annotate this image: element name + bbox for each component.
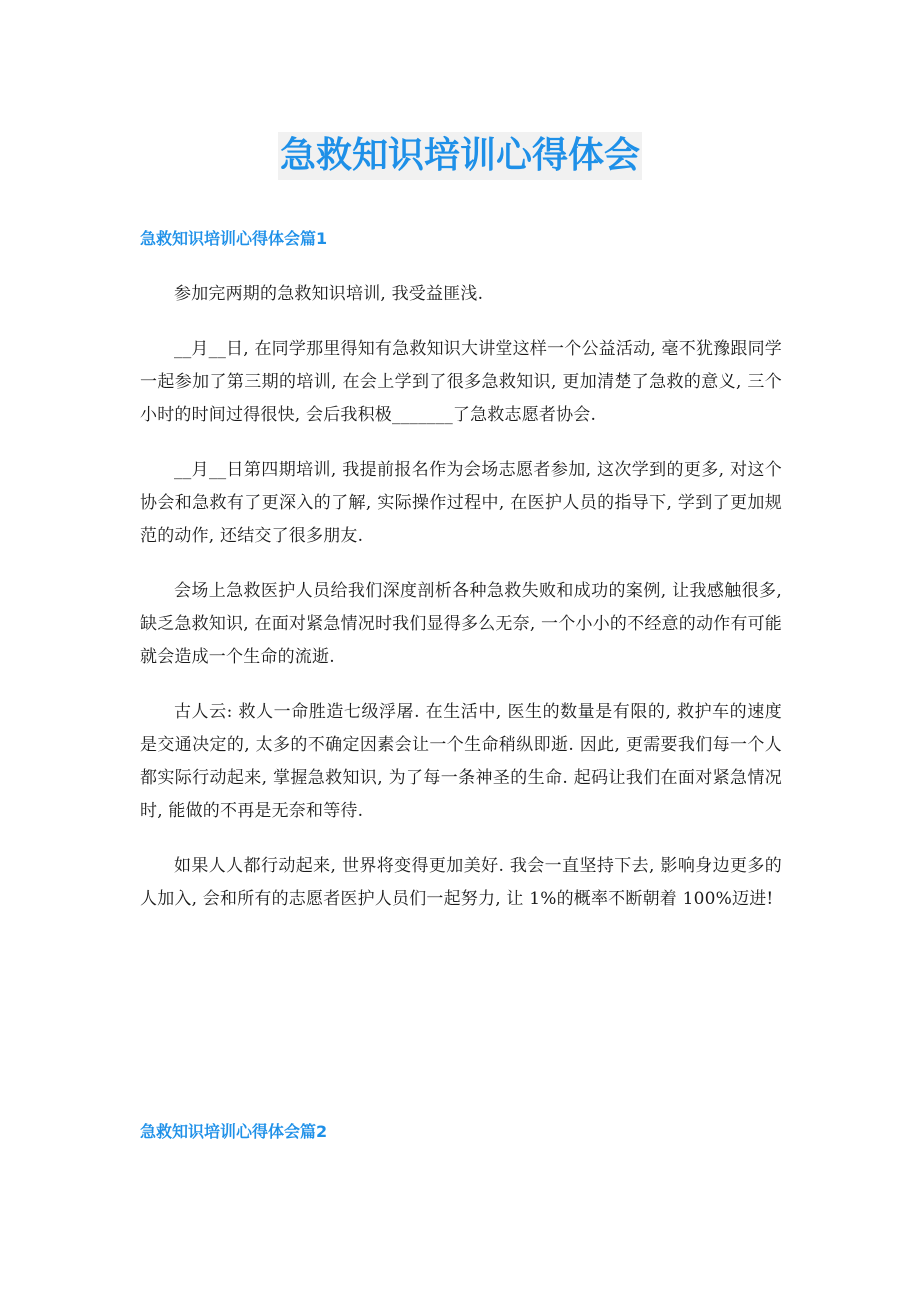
document-title: 急救知识培训心得体会 <box>278 132 642 180</box>
paragraph: 会场上急救医护人员给我们深度剖析各种急救失败和成功的案例, 让我感触很多, 缺乏急救知识, 在面对紧急情况时我们显得多么无奈, 一个小小的不经意的动作有可能就会造成一个生命的流逝. <box>140 581 782 667</box>
section-heading-1: 急救知识培训心得体会篇1 <box>140 229 328 248</box>
document-title-block <box>0 132 920 180</box>
paragraph: 如果人人都行动起来, 世界将变得更加美好. 我会一直坚持下去, 影响身边更多的人加入, 会和所有的志愿者医护人员们一起努力, 让 1%的概率不断朝着 100%迈进! <box>140 856 782 909</box>
paragraph: 参加完两期的急救知识培训, 我受益匪浅. <box>174 284 484 304</box>
section-heading-2: 急救知识培训心得体会篇2 <box>140 1122 328 1141</box>
paragraph: 古人云: 救人一命胜造七级浮屠. 在生活中, 医生的数量是有限的, 救护车的速度是交通决定的, 太多的不确定因素会让一个生命稍纵即逝. 因此, 更需要我们每一个人都实际行动起来, 掌握急救知识, 为了每一条神圣的生命. 起码让我们在面对紧急情况时, 能做的不再是无奈和等待. <box>140 702 782 821</box>
paragraph: __月__日第四期培训, 我提前报名作为会场志愿者参加, 这次学到的更多, 对这个协会和急救有了更深入的了解, 实际操作过程中, 在医护人员的指导下, 学到了更加规范的动作, 还结交了很多朋友. <box>140 460 782 546</box>
section-1-body <box>140 278 782 938</box>
paragraph: __月__日, 在同学那里得知有急救知识大讲堂这样一个公益活动, 毫不犹豫跟同学一起参加了第三期的培训, 在会上学到了很多急救知识, 更加清楚了急救的意义, 三个小时的时间过得很快, 会后我积极_______了急救志愿者协会. <box>140 339 782 425</box>
